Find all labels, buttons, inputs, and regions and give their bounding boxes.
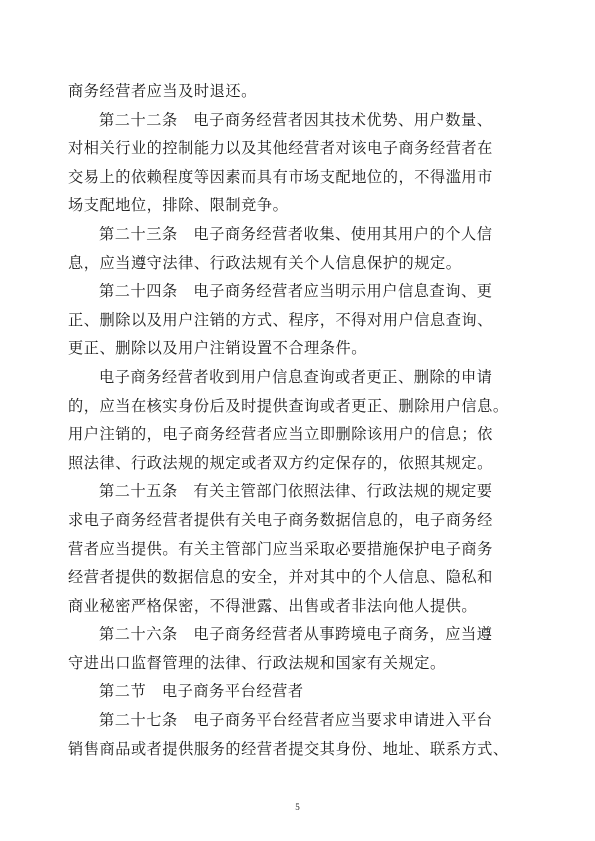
article-23-line-1: 第二十三条 电子商务经营者收集、使用其用户的个人信 xyxy=(99,224,493,243)
body-text xyxy=(68,77,528,763)
article-24-line-1: 第二十四条 电子商务经营者应当明示用户信息查询、更 xyxy=(99,282,493,301)
text-line: 息，应当遵守法律、行政法规有关个人信息保护的规定。 xyxy=(68,253,462,272)
text-line: 交易上的依赖程度等因素而具有市场支配地位的，不得滥用市 xyxy=(68,167,493,186)
paragraph-line-1: 电子商务经营者收到用户信息查询或者更正、删除的申请 xyxy=(99,367,493,386)
text-line: 商务经营者应当及时退还。 xyxy=(68,82,257,100)
text-line: 照法律、行政法规的规定或者双方约定保存的，依照其规定。 xyxy=(68,453,493,472)
text-line: 的，应当在核实身份后及时提供查询或者更正、删除用户信息。 xyxy=(68,396,509,415)
text-line: 销售商品或者提供服务的经营者提交其身份、地址、联系方式、 xyxy=(68,739,509,758)
text-line: 商业秘密严格保密，不得泄露、出售或者非法向他人提供。 xyxy=(68,596,478,615)
text-line: 经营者提供的数据信息的安全，并对其中的个人信息、隐私和 xyxy=(68,568,493,587)
article-25-line-1: 第二十五条 有关主管部门依照法律、行政法规的规定要 xyxy=(99,482,493,501)
text-line: 正、删除以及用户注销的方式、程序，不得对用户信息查询、 xyxy=(68,310,493,329)
article-22-line-1: 第二十二条 电子商务经营者因其技术优势、用户数量、 xyxy=(99,110,493,129)
article-27-line-1: 第二十七条 电子商务平台经营者应当要求申请进入平台 xyxy=(99,711,493,730)
text-line: 场支配地位，排除、限制竞争。 xyxy=(68,196,289,215)
text-line: 用户注销的，电子商务经营者应当立即删除该用户的信息；依 xyxy=(68,425,493,444)
text-line: 守进出口监督管理的法律、行政法规和国家有关规定。 xyxy=(68,653,446,672)
section-heading: 第二节 电子商务平台经营者 xyxy=(99,682,304,701)
text-line: 更正、删除以及用户注销设置不合理条件。 xyxy=(68,339,368,358)
page-number: 5 xyxy=(295,802,300,812)
article-26-line-1: 第二十六条 电子商务经营者从事跨境电子商务，应当遵 xyxy=(99,625,493,644)
text-line: 对相关行业的控制能力以及其他经营者对该电子商务经营者在 xyxy=(68,139,493,158)
text-line: 营者应当提供。有关主管部门应当采取必要措施保护电子商务 xyxy=(68,539,493,558)
text-line: 求电子商务经营者提供有关电子商务数据信息的，电子商务经 xyxy=(68,510,493,529)
